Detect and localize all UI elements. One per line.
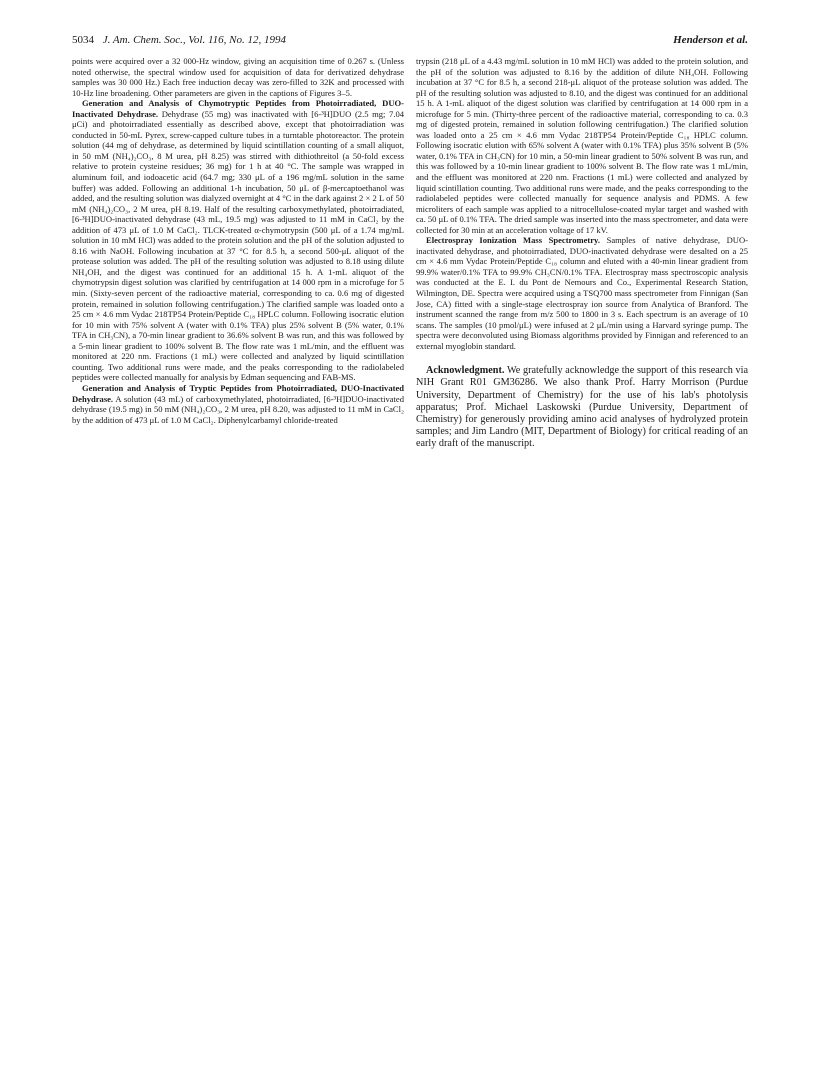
section-heading: Electrospray Ionization Mass Spectrometry. <box>426 235 600 246</box>
page-header <box>72 34 748 50</box>
running-authors: Henderson et al. <box>673 34 748 46</box>
section-electrospray-ms <box>416 235 748 351</box>
right-column <box>416 56 748 450</box>
journal-citation <box>72 34 286 46</box>
journal-reference: J. Am. Chem. Soc., Vol. 116, No. 12, 1994 <box>102 34 286 46</box>
acknowledgment-heading: Acknowledgment. <box>426 365 505 377</box>
paragraph-text: Dehydrase (55 mg) was inactivated with [6-³H]DUO (2.5 mg; 7.04 μCi) and photoirradiated essentially as described above, except that photoirradiation was conducted in 50-mL Pyrex, screw-capped culture tubes in a turntable photoreactor. The protein solution (44 mg of dehydrase, as determined by liquid scintillation counting of a small aliquot, in 50 mM (NH₄)₂CO₃, 8 M urea, pH 8.25) was stirred with dithiothreitol (a 50-fold excess relative to protein cysteine residues; 36 mg) for 1 h at 40 °C. The sample was wrapped in aluminum foil, and iodoacetic acid (64.7 mg; 330 μL of a 196 mg/mL solution in the same buffer) was added. Following an additional 1-h incubation, 50 μL of β-mercaptoethanol was added, and the resulting solution was dialyzed overnight at 4 °C in the dark against 2 × 2 L of 50 mM (NH₄)₂CO₃, 2 M urea, pH 8.19. Half of the resulting carboxymethylated, photoirradiated, [6-³H]DUO-inactivated dehydrase (43 mL, 19.5 mg) was adjusted to 11 mM in CaCl₂ by the addition of 473 μL of 1.0 M CaCl₂. TLCK-treated α-chymotrypsin (500 μL of a 1.74 mg/mL solution in 10 mM HCl) was added to the protein solution and the pH of the solution adjusted to 8.16 with NaOH. Following incubation at 37 °C for 8.5 h, a second 500-μL aliquot of the protease solution was added. The pH of the resulting solution was adjusted to 8.18 using dilute NH₄OH, and the digest was continued for an additional 15 h. A 1-mL aliquot of the chymotrypsin digest solution was clarified by centrifugation at 14 000 rpm in a microfuge for 5 min. (Sixty-seven percent of the radioactive material, corresponding to ca. 0.6 mg of digested protein, remained in solution following centrifugation.) The clarified sample was loaded onto a 25 cm × 4.6 mm Vydac 218TP54 Protein/Peptide C₁₈ HPLC column. Following isocratic elution for 10 min with 75% solvent A (water with 0.1% TFA) plus 25% solvent B (5% water, 0.1% TFA in CH₃CN), a 70-min linear gradient to 36.6% solvent B was run, and this was followed by a 5-min linear gradient to 100% solvent B. The flow rate was 1 mL/min, and the effluent was monitored at 220 nm. Fractions (1 mL) were collected and analyzed by liquid scintillation counting. Two additional runs were made, and the peaks corresponding to the radiolabeled peptides were collected manually for analysis by Edman sequencing and FAB-MS. <box>72 108 405 383</box>
acknowledgment-text: We gratefully acknowledge the support of this research via NIH Grant R01 GM36286. We also thank Prof. Harry Morrison (Purdue University, Department of Chemistry) for the use of his lab's photolysis apparatus; Prof. Michael Laskowski (Purdue University, Department of Chemistry) for generously providing amino acid analyses of hydrolyzed protein samples; and Jim Landro (MIT, Department of Biology) for critical reading of an early draft of the manuscript. <box>416 365 748 449</box>
paragraph-text: Samples of native dehydrase, DUO-inactivated dehydrase, and photoirradiated, DUO-inactivated dehydrase were desalted on a 25 cm × 4.6 mm Vydac Protein/Peptide C₁₈ column and eluted with a 40-min linear gradient from 99.9% water/0.1% TFA to 99.9% CH₃CN/0.1% TFA. Electrospray mass spectroscopic analysis was conducted at the E. I. du Pont de Nemours and Co., Experimental Research Station, Wilmington, DE. Spectra were acquired using a TSQ700 mass spectrometer from Finnigan (San Jose, CA) fitted with a single-stage electrospray ion source from Analytica of Branford. The instrument scanned the range from m/z 500 to 1800 in 3 s. Each spectrum is an average of 10 scans. The samples (10 pmol/μL) were infused at 2 μL/min using a Harvard syringe pump. The spectra were deconvoluted using Biomass algorithms provided by Finnigan and referenced to an external myoglobin standard. <box>416 235 748 351</box>
paragraph-tryptic-continued <box>416 56 748 235</box>
section-tryptic-peptides <box>72 383 404 425</box>
section-heading: Generation and Analysis of Chymotryptic Peptides from Photoirradiated, DUO-Inactivated Dehydrase. <box>72 98 404 119</box>
paragraph-text: points were acquired over a 32 000-Hz window, giving an acquisition time of 0.267 s. (Unless noted otherwise, the spectral window used for acquisition of data for derivatized dehydrase samples was 30 000 Hz.) Each free induction decay was zero-filled to 32K and processed with 10-Hz line broadening. Other parameters are given in the captions of Figures 3–5. <box>72 56 404 98</box>
paragraph-text: trypsin (218 μL of a 4.43 mg/mL solution in 10 mM HCl) was added to the protein solution, and the pH of the solution was adjusted to 8.16 by the addition of dilute NH₄OH. Following incubation at 37 °C for 8.5 h, a second 218-μL aliquot of the protease solution was added. The pH of the resulting solution was adjusted to 8.10, and the digest was continued for an additional 15 h. A 1-mL aliquot of the digest solution was clarified by centrifugation at 14 000 rpm in a microfuge for 5 min. (Thirty-three percent of the radioactive material, corresponding to ca. 0.3 mg of digested protein, remained in solution following centrifugation.) The clarified solution was loaded onto a 25 cm × 4.6 mm Vydac 218TP54 Protein/Peptide C₁₈ HPLC column. Following isocratic elution with 65% solvent A (water with 0.1% TFA) plus 35% solvent B (5% water, 0.1% TFA in CH₃CN) for 10 min, a 50-min linear gradient to 50% solvent B was run, and this was followed by a 10-min linear gradient to 100% solvent B. The flow rate was 1 mL/min, and the effluent was monitored at 220 nm. Fractions (1 mL) were collected and analyzed by liquid scintillation counting. Two additional runs were made, and the peaks corresponding to the radiolabeled peptides were collected manually for sequence analysis and PDMS. A few microliters of each sample was applied to a nitrocellulose-coated mylar target and washed with ca. 50 μL of 0.1% TFA. The dried sample was inserted into the mass spectrometer, and data were collected for 30 min at an acceleration voltage of 17 kV. <box>416 56 748 235</box>
paragraph-text: A solution (43 mL) of carboxymethylated, photoirradiated, [6-³H]DUO-inactivated dehydrase (19.5 mg) in 50 mM (NH₄)₂CO₃, 2 M urea, pH 8.20, was adjusted to 11 mM in CaCl₂ by the addition of 473 μL of 1.0 M CaCl₂. Diphenylcarbamyl chloride-treated <box>72 393 404 425</box>
page-number: 5034 <box>72 34 94 46</box>
acknowledgment <box>416 365 748 450</box>
section-heading: Generation and Analysis of Tryptic Peptides from Photoirradiated, DUO-Inactivated Dehydrase. <box>72 382 404 404</box>
paragraph-nmr-parameters <box>72 56 404 98</box>
section-chymotryptic-peptides <box>72 98 404 383</box>
left-column <box>72 56 404 425</box>
